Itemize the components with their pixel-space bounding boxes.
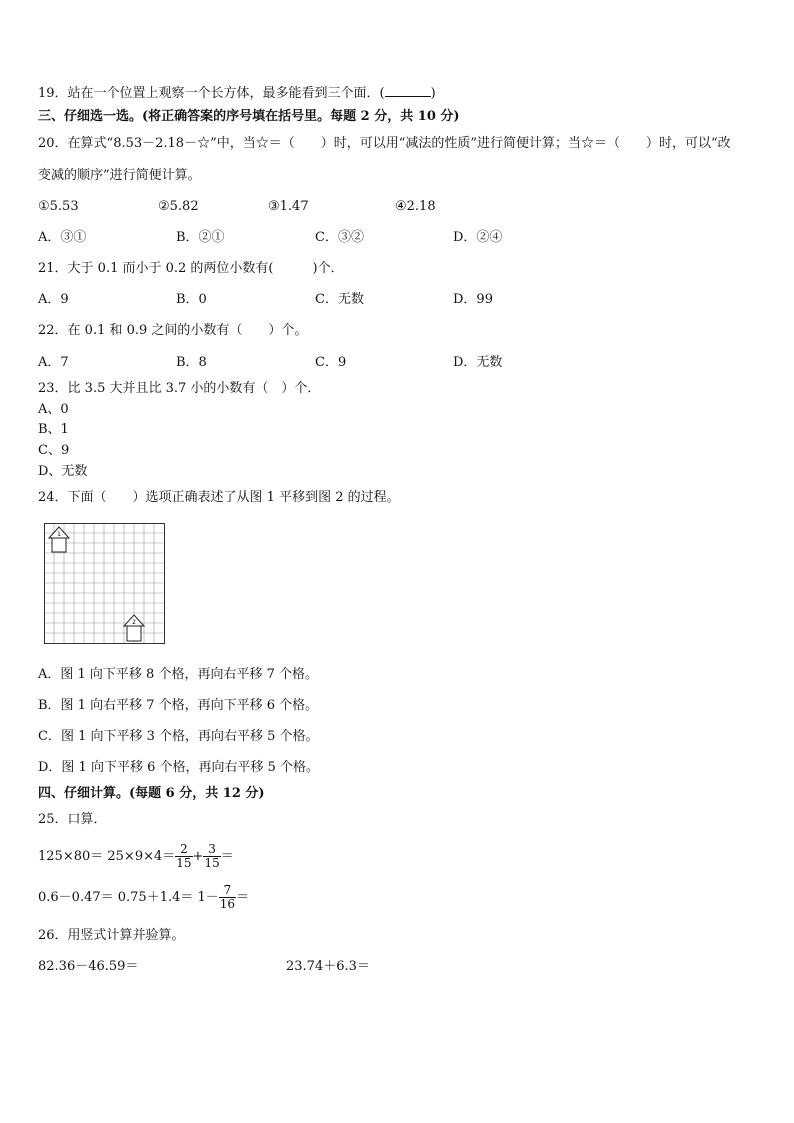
answer-blank[interactable] [385,84,431,97]
q20-option-b[interactable]: B．②① [176,230,225,245]
question-20-line2: 变减的顺序”进行简便计算。 [38,168,201,183]
q21-option-a[interactable]: A．9 [38,292,69,307]
q21-option-b[interactable]: B．0 [176,292,207,307]
house-figure-2 [124,615,144,641]
fraction-denominator: 15 [176,856,192,870]
q25-row-2-text: 0.6－0.47＝ 0.75＋1.4＝ 1－ [38,890,219,905]
q24-option-c[interactable]: C．图 1 向下平移 3 个格，再向右平移 5 个格。 [38,729,319,744]
question-19-end: ) [430,86,436,101]
q20-choice-4: ④2.18 [395,199,436,214]
q23-option-d[interactable]: D、无数 [38,464,88,479]
q23-option-a[interactable]: A、0 [38,402,69,417]
question-26: 26．用竖式计算并验算。 [38,928,185,943]
q21-option-c[interactable]: C．无数 [315,292,364,307]
plus-sign: + [192,849,204,864]
question-20-line1: 20．在算式“8.53－2.18－☆”中，当☆＝（ ）时，可以用“减法的性质”进行简便计算；当☆＝（ ）时，可以“改 [38,136,731,151]
fraction-denominator: 15 [204,856,220,870]
question-24: 24．下面（ ）选项正确表述了从图 1 平移到图 2 的过程。 [38,490,400,505]
q22-option-b[interactable]: B．8 [176,355,207,370]
translation-grid-figure [44,523,166,645]
figure-2-label: 2 [132,619,136,626]
q23-option-c[interactable]: C、9 [38,443,70,458]
question-22: 22．在 0.1 和 0.9 之间的小数有（ ）个。 [38,323,308,338]
q22-option-a[interactable]: A．7 [38,355,69,370]
question-19 [38,84,436,102]
q25-row-2 [38,883,249,913]
q21-option-d[interactable]: D．99 [453,292,493,307]
q24-option-d[interactable]: D．图 1 向下平移 6 个格，再向右平移 5 个格。 [38,760,320,775]
fraction-2-15 [175,843,192,870]
section-3-heading: 三、仔细选一选。(将正确答案的序号填在括号里。每题 2 分，共 10 分) [38,109,460,124]
equals-sign: ＝ [220,849,234,864]
house-figure-1 [49,527,69,552]
q23-option-b[interactable]: B、1 [38,422,69,437]
question-23: 23．比 3.5 大并且比 3.7 小的小数有（ ）个． [38,381,321,396]
section-4-heading: 四、仔细计算。(每题 6 分，共 12 分) [38,786,265,801]
q25-row-1 [38,842,234,872]
fraction-denominator: 16 [219,897,236,911]
q22-option-c[interactable]: C．9 [315,355,347,370]
question-19-text: 19．站在一个位置上观察一个长方体，最多能看到三个面．( [38,86,385,101]
fraction-7-16 [219,884,236,911]
fraction-3-15 [203,843,220,870]
question-25: 25．口算． [38,812,107,827]
question-21: 21．大于 0.1 而小于 0.2 的两位小数有( )个． [38,261,344,276]
equals-sign: ＝ [236,890,250,905]
q20-option-a[interactable]: A．③① [38,230,87,245]
q20-choice-3: ③1.47 [268,199,309,214]
q20-choice-2: ②5.82 [158,199,199,214]
q25-row-1-text: 125×80＝ 25×9×4＝ [38,849,176,864]
fraction-numerator: 7 [219,884,236,898]
fraction-numerator: 3 [203,843,220,857]
figure-1-label: 1 [57,531,61,538]
q24-option-b[interactable]: B．图 1 向右平移 7 个格，再向下平移 6 个格。 [38,698,319,713]
q22-option-d[interactable]: D．无数 [453,355,503,370]
q20-option-c[interactable]: C．③② [315,230,364,245]
q24-option-a[interactable]: A．图 1 向下平移 8 个格，再向右平移 7 个格。 [38,667,318,682]
q20-option-d[interactable]: D．②④ [453,230,503,245]
q26-item-2: 23.74＋6.3＝ [286,959,370,974]
q20-choice-1: ①5.53 [38,199,79,214]
q26-item-1: 82.36－46.59＝ [38,959,139,974]
fraction-numerator: 2 [175,843,192,857]
